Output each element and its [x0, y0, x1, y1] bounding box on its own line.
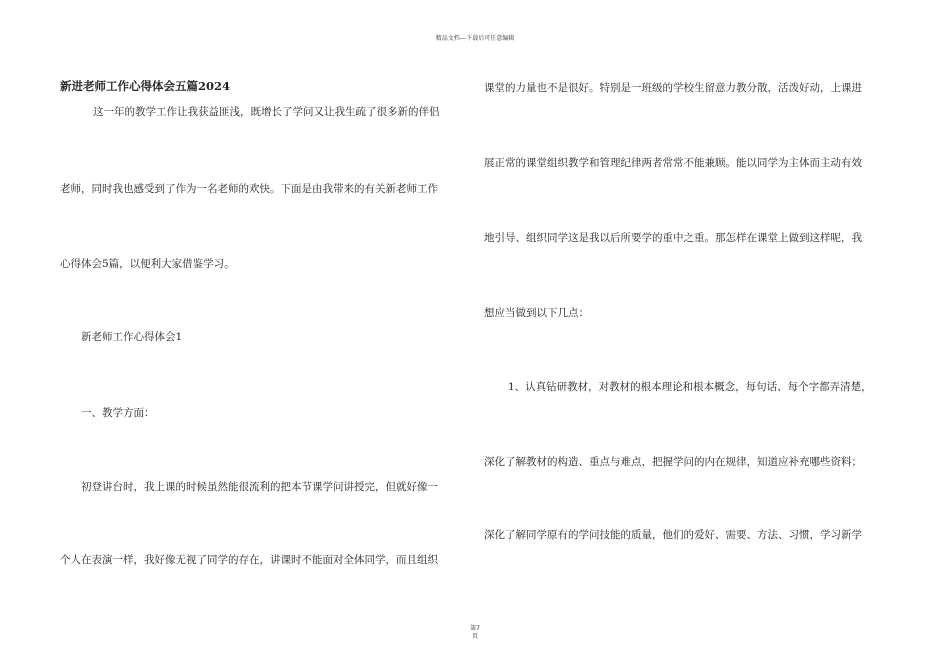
page-header: 精品文档---下载后可任意编辑: [435, 35, 515, 42]
paragraph-line: 深化了解同学原有的学问技能的质量，他们的爱好、需要、方法、习惯，学习新学: [484, 529, 862, 541]
paragraph-line: 初登讲台时，我上课的时候虽然能很流利的把本节课学问讲授完，但就好像一: [81, 481, 438, 493]
paragraph-line: 地引导、组织同学这是我以后所要学的重中之重。那怎样在课堂上做到这样呢，我: [484, 232, 862, 244]
page-number: [0, 625, 950, 641]
paragraph-line: 老师，同时我也感受到了作为一名老师的欢快。下面是由我带来的有关新老师工作: [60, 183, 438, 195]
paragraph-line: 深化了解教材的构造、重点与难点，把握学问的内在规律，知道应补充哪些资料；: [484, 456, 862, 468]
paragraph-line: 心得体会5篇，以便利大家借鉴学习。: [60, 258, 235, 270]
document-title: 新进老师工作心得体会五篇2024: [60, 79, 231, 93]
page-number-line: 第7: [470, 625, 480, 632]
paragraph-line: 展正常的课堂组织教学和管理纪律两者常常不能兼顾。能以同学为主体而主动有效: [484, 157, 862, 169]
subsection-heading: 一、教学方面：: [81, 407, 155, 419]
page-number-line: 页: [471, 633, 478, 640]
paragraph-line: 课堂的力量也不是很好。特别是一班级的学校生留意力教分散，活泼好动，上课进: [484, 82, 862, 94]
paragraph-line: 个人在表演一样，我好像无视了同学的存在，讲课时不能面对全体同学，而且组织: [60, 554, 438, 566]
paragraph-line: 想应当做到以下几点：: [484, 307, 589, 319]
list-item: 1、认真钻研教材，对教材的根本理论和根本概念，每句话、每个字都弄清楚，: [508, 381, 872, 393]
paragraph-line: 这一年的教学工作让我获益匪浅，既增长了学问又让我生疏了很多新的伴侣: [93, 106, 440, 118]
section-heading: 新老师工作心得体会1: [81, 331, 183, 343]
